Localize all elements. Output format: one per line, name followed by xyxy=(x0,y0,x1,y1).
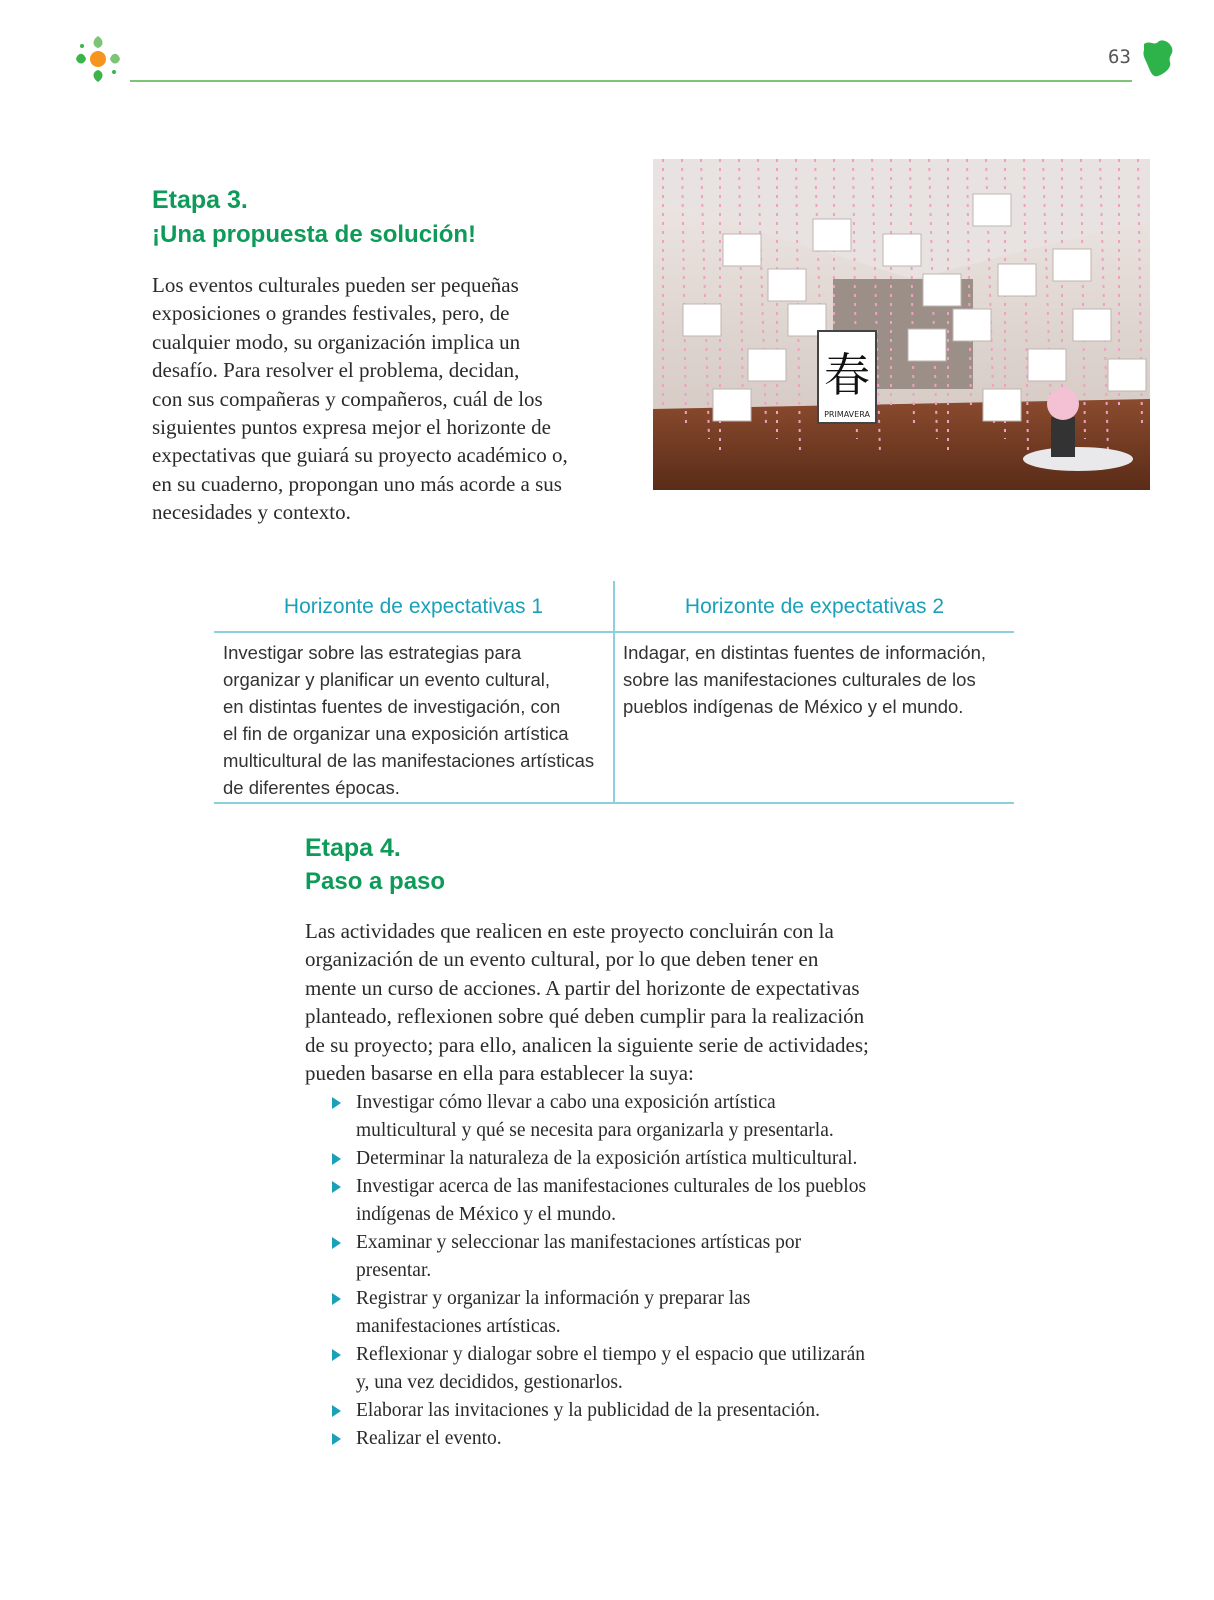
col1-cell-line: de diferentes épocas. xyxy=(223,777,400,798)
page-number: 63 xyxy=(1108,46,1131,68)
hanging-card xyxy=(908,329,946,361)
bullet-arrow-icon xyxy=(332,1433,341,1445)
etapa3-subtitle: ¡Una propuesta de solución! xyxy=(152,221,477,248)
step-item xyxy=(328,1425,928,1453)
sign-glyph: 春 xyxy=(824,348,870,402)
table-bottom-rule xyxy=(214,802,1014,804)
col1-cell-line: en distintas fuentes de investigación, con xyxy=(223,696,561,717)
col1-cell-line: Investigar sobre las estrategias para xyxy=(223,642,522,663)
step-item xyxy=(328,1229,928,1285)
step-text: Investigar cómo llevar a cabo una exposición artística xyxy=(356,1092,776,1113)
step-text: Registrar y organizar la información y preparar las xyxy=(356,1288,751,1309)
etapa4-paragraph-line: organización de un evento cultural, por lo que deben tener en xyxy=(305,947,819,972)
etapa4-subtitle: Paso a paso xyxy=(305,868,446,895)
col2-cell xyxy=(623,639,986,720)
step-item xyxy=(328,1341,928,1397)
step-item xyxy=(328,1173,928,1229)
etapa3-paragraph-line: en su cuaderno, propongan uno más acorde a sus xyxy=(152,471,562,496)
etapa4-paragraph-line: de su proyecto; para ello, analicen la siguiente serie de actividades; xyxy=(305,1032,869,1057)
etapa3-paragraph xyxy=(152,271,568,527)
exhibition-photo xyxy=(653,159,1150,490)
hanging-card xyxy=(713,389,751,421)
hanging-card xyxy=(1073,309,1111,341)
bullet-arrow-icon xyxy=(332,1293,341,1305)
bullet-arrow-icon xyxy=(332,1181,341,1193)
step-text: Realizar el evento. xyxy=(356,1428,502,1449)
step-text: indígenas de México y el mundo. xyxy=(356,1204,616,1225)
col2-cell-line: pueblos indígenas de México y el mundo. xyxy=(623,696,964,717)
col1-header: Horizonte de expectativas 1 xyxy=(283,595,544,618)
bullet-arrow-icon xyxy=(332,1153,341,1165)
etapa3-paragraph-line: exposiciones o grandes festivales, pero, de xyxy=(152,301,510,326)
step-text: y, una vez decididos, gestionarlos. xyxy=(356,1372,623,1393)
hanging-card xyxy=(723,234,761,266)
hanging-card xyxy=(923,274,961,306)
hanging-card xyxy=(998,264,1036,296)
etapa3-paragraph-line: con sus compañeras y compañeros, cuál de los xyxy=(152,386,543,411)
hanging-card xyxy=(973,194,1011,226)
etapa3-paragraph-line: desafío. Para resolver el problema, decidan, xyxy=(152,358,520,383)
etapa4-paragraph xyxy=(305,917,869,1087)
etapa4-paragraph-line: Las actividades que realicen en este proyecto concluirán con la xyxy=(305,919,834,943)
hanging-card xyxy=(1108,359,1146,391)
bullet-arrow-icon xyxy=(332,1237,341,1249)
etapa3-paragraph-line: necesidades y contexto. xyxy=(152,500,351,525)
step-text: Examinar y seleccionar las manifestaciones artísticas por xyxy=(356,1232,802,1253)
etapa4-paragraph-line: mente un curso de acciones. A partir del horizonte de expectativas xyxy=(305,975,860,1000)
step-item xyxy=(328,1397,928,1425)
bullet-arrow-icon xyxy=(332,1405,341,1417)
step-text: Investigar acerca de las manifestaciones culturales de los pueblos xyxy=(356,1176,867,1197)
etapa4-paragraph-line: pueden basarse en ella para establecer la suya: xyxy=(305,1061,694,1086)
step-text: Reflexionar y dialogar sobre el tiempo y el espacio que utilizarán xyxy=(356,1344,865,1365)
etapa3-paragraph-line: Los eventos culturales pueden ser pequeñas xyxy=(152,273,519,297)
col1-cell-line: multicultural de las manifestaciones artísticas xyxy=(223,750,595,771)
bullet-arrow-icon xyxy=(332,1349,341,1361)
hanging-card xyxy=(813,219,851,251)
step-text: manifestaciones artísticas. xyxy=(356,1316,561,1337)
col1-cell-line: organizar y planificar un evento cultural, xyxy=(223,669,551,690)
etapa3-paragraph-line: expectativas que guiará su proyecto académico o, xyxy=(152,443,568,468)
step-text: Elaborar las invitaciones y la publicidad de la presentación. xyxy=(356,1400,821,1421)
hanging-card xyxy=(883,234,921,266)
etapa3-paragraph-line: cualquier modo, su organización implica un xyxy=(152,329,521,354)
hanging-card xyxy=(1053,249,1091,281)
steps-list xyxy=(328,1089,928,1453)
col2-header: Horizonte de expectativas 2 xyxy=(684,595,945,618)
bullet-arrow-icon xyxy=(332,1097,341,1109)
step-item xyxy=(328,1285,928,1341)
hanging-card xyxy=(768,269,806,301)
col1-cell xyxy=(223,639,594,801)
hanging-card xyxy=(953,309,991,341)
header-rule xyxy=(130,80,1132,82)
col2-cell-line: sobre las manifestaciones culturales de los xyxy=(623,669,976,690)
step-item xyxy=(328,1089,928,1145)
hanging-card xyxy=(748,349,786,381)
hanging-card xyxy=(983,389,1021,421)
step-text: presentar. xyxy=(356,1260,432,1281)
etapa3-paragraph-line: siguientes puntos expresa mejor el horizonte de xyxy=(152,415,551,440)
hanging-card xyxy=(683,304,721,336)
sign-label: PRIMAVERA xyxy=(824,410,870,419)
etapa3-title: Etapa 3. xyxy=(152,186,248,214)
step-item xyxy=(328,1145,928,1173)
map-badge-icon xyxy=(1140,38,1176,78)
col2-cell-line: Indagar, en distintas fuentes de información, xyxy=(623,642,987,663)
table-header-rule xyxy=(214,631,1014,633)
step-text: multicultural y qué se necesita para organizarla y presentarla. xyxy=(356,1120,834,1141)
flower-logo-icon xyxy=(70,32,126,86)
expectations-table xyxy=(214,581,1014,804)
etapa4-title: Etapa 4. xyxy=(305,834,401,862)
col1-cell-line: el fin de organizar una exposición artística xyxy=(223,723,569,744)
etapa4-paragraph-line: planteado, reflexionen sobre qué deben cumplir para la realización xyxy=(305,1004,865,1029)
hanging-card xyxy=(1028,349,1066,381)
step-text: Determinar la naturaleza de la exposición artística multicultural. xyxy=(356,1148,858,1169)
